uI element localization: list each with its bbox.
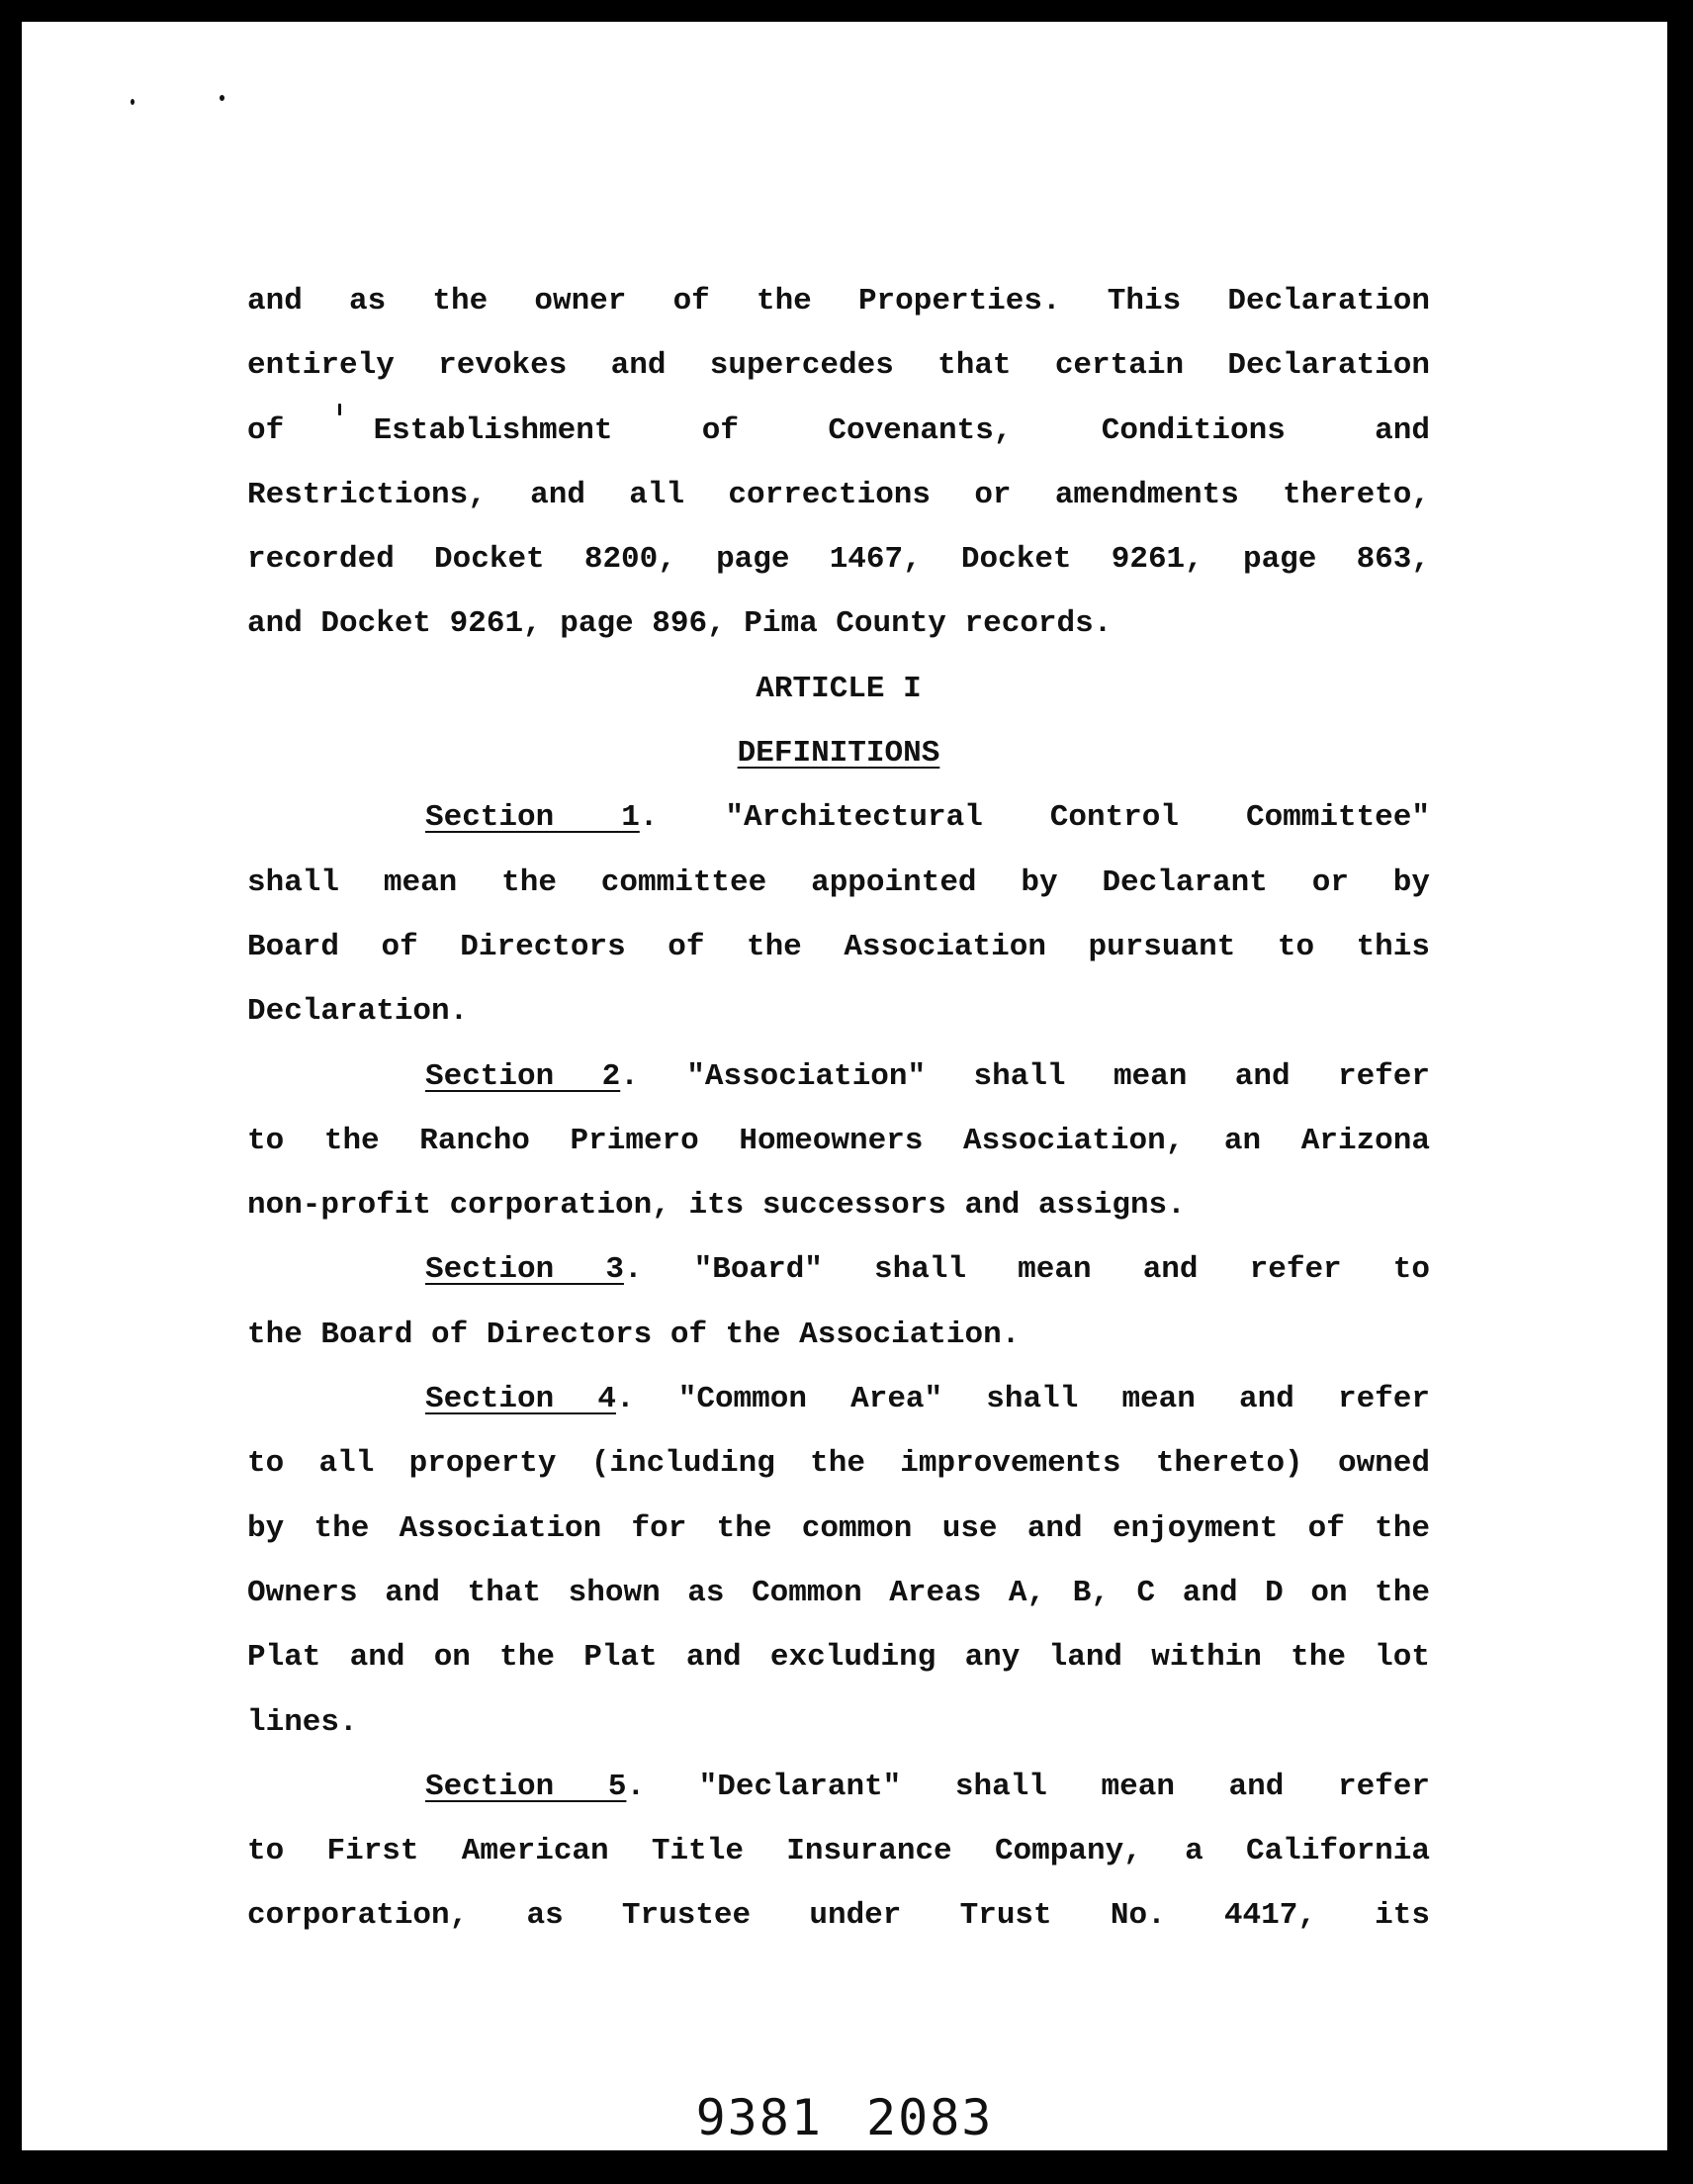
section-5-first-line <box>247 1755 1430 1819</box>
scan-speck <box>220 95 224 101</box>
body-line: shall mean the committee appointed by Declarant or by <box>247 864 1430 900</box>
page-number: 2083 <box>866 2089 994 2146</box>
section-5-title: . "Declarant" shall mean and refer <box>626 1769 1430 1804</box>
body-line: non-profit corporation, its successors and assigns. <box>247 1188 1186 1224</box>
body-line: Plat and on the Plat and excluding any land within the lot <box>247 1640 1430 1676</box>
body-line: and Docket 9261, page 896, Pima County records. <box>247 606 1113 642</box>
document-page <box>22 22 1667 2150</box>
section-heading <box>247 721 1430 785</box>
recording-stamp <box>22 2089 1667 2146</box>
section-1-first-line <box>247 785 1430 850</box>
section-2-title: . "Association" shall mean and refer <box>620 1058 1430 1094</box>
body-line: recorded Docket 8200, page 1467, Docket 9261, page 863, <box>247 542 1430 578</box>
docket-number: 9381 <box>695 2089 823 2146</box>
body-line: Declaration. <box>247 994 469 1030</box>
body-line: entirely revokes and supercedes that certain Declaration <box>247 348 1430 384</box>
body-line: the Board of Directors of the Association. <box>247 1317 1021 1352</box>
section-5-label: Section 5 <box>425 1769 627 1804</box>
body-line: Owners and that shown as Common Areas A, B, C and D on the <box>247 1575 1430 1610</box>
body-line: by the Association for the common use and enjoyment of the <box>247 1510 1430 1546</box>
section-3-first-line <box>247 1237 1430 1302</box>
body-line: to all property (including the improvements thereto) owned <box>247 1446 1430 1482</box>
section-2-label: Section 2 <box>425 1058 621 1094</box>
body-line: Restrictions, and all corrections or amendments thereto, <box>247 477 1430 512</box>
section-1-title: . "Architectural Control Committee" <box>639 800 1430 836</box>
section-4-label: Section 4 <box>425 1382 616 1417</box>
body-line: corporation, as Trustee under Trust No. 4417, its <box>247 1898 1430 1934</box>
body-line: to First American Title Insurance Company, a California <box>247 1834 1430 1869</box>
scan-speck <box>131 99 134 105</box>
body-line: to the Rancho Primero Homeowners Association, an Arizona <box>247 1123 1430 1158</box>
section-2-first-line <box>247 1045 1430 1109</box>
section-4-title: . "Common Area" shall mean and refer <box>615 1382 1430 1417</box>
document-body <box>247 269 1430 1949</box>
body-line: Board of Directors of the Association pursuant to this <box>247 929 1430 964</box>
definitions-heading: DEFINITIONS <box>737 736 940 772</box>
section-4-first-line <box>247 1367 1430 1431</box>
section-1-label: Section 1 <box>425 800 640 836</box>
section-3-label: Section 3 <box>425 1252 624 1288</box>
article-title: ARTICLE I <box>756 671 922 706</box>
body-line: lines. <box>247 1704 358 1740</box>
section-3-title: . "Board" shall mean and refer to <box>623 1252 1430 1288</box>
body-line: of Establishment of Covenants, Conditions and <box>247 412 1430 448</box>
body-line: and as the owner of the Properties. This Declaration <box>247 284 1430 318</box>
